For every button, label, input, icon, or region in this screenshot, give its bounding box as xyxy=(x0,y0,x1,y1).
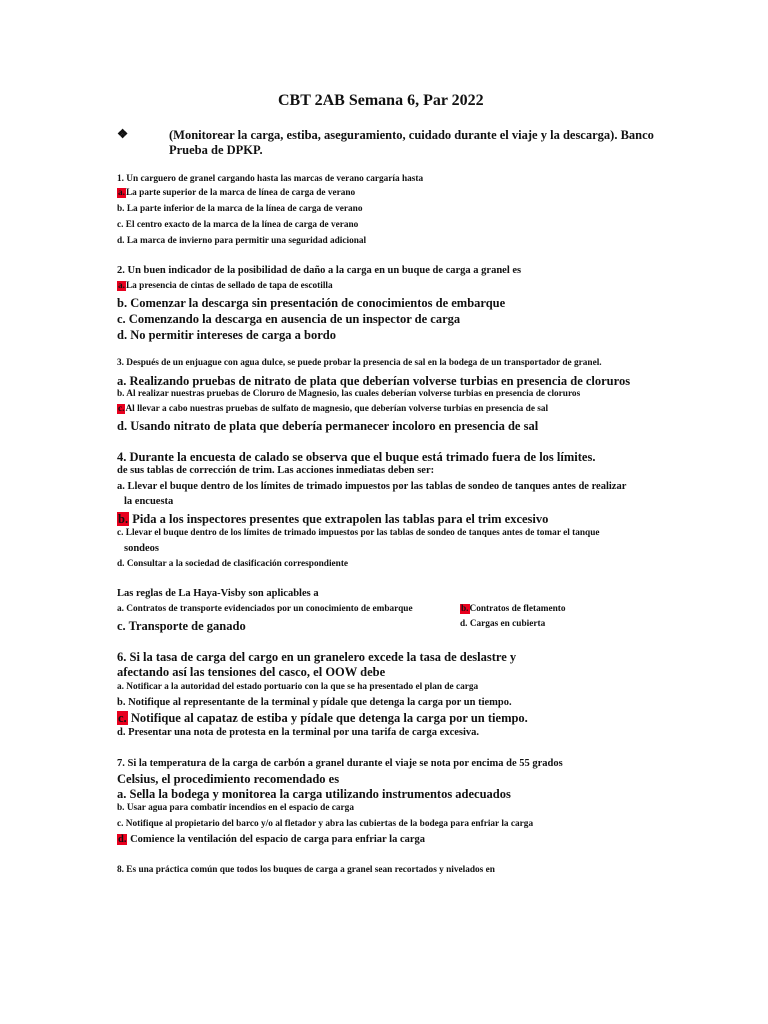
question-3-option-d: d. Usando nitrato de plata que debería permanecer incoloro en presencia de sal xyxy=(117,419,539,433)
option-text: Notifique al capataz de estiba y pídale que detenga la carga por un tiempo. xyxy=(130,711,528,725)
answer-marker: c. xyxy=(118,711,127,725)
question-5-option-c: c. Transporte de ganado xyxy=(117,619,246,633)
question-4-option-d: d. Consultar a la sociedad de clasificación correspondiente xyxy=(117,559,349,569)
question-3-option-b: b. Al realizar nuestras pruebas de Cloruro de Magnesio, las cuales deberían volverse turbias en presencia de cloruros xyxy=(117,389,581,399)
question-4-option-a-continued: la encuesta xyxy=(124,496,174,507)
question-5-option-a: a. Contratos de transporte evidenciados por un conocimiento de embarque xyxy=(117,604,413,614)
question-8-stem: 8. Es una práctica común que todos los buques de carga a granel sean recortados y nivelados en xyxy=(117,865,495,875)
question-7-option-b: b. Usar agua para combatir incendios en el espacio de carga xyxy=(117,803,354,813)
question-1-stem: 1. Un carguero de granel cargando hasta las marcas de verano cargaría hasta xyxy=(117,174,424,184)
question-7-stem-line-2: Celsius, el procedimiento recomendado es xyxy=(117,772,340,786)
question-4-option-c-continued: sondeos xyxy=(124,543,160,554)
question-2-option-b: b. Comenzar la descarga sin presentación de conocimientos de embarque xyxy=(117,296,506,310)
question-1-option-a xyxy=(117,188,355,199)
question-6-stem-line-2: afectando así las tensiones del casco, el OOW debe xyxy=(117,665,386,679)
answer-marker: b. xyxy=(461,604,469,614)
question-2-option-a xyxy=(117,281,333,292)
question-2-option-c: c. Comenzando la descarga en ausencia de un inspector de carga xyxy=(117,312,461,326)
answer-marker: b. xyxy=(118,512,129,526)
question-6-option-d: d. Presentar una nota de protesta en la terminal por una tarifa de carga excesiva. xyxy=(117,727,480,738)
question-3-option-c xyxy=(117,404,548,415)
question-6-option-c xyxy=(117,711,528,725)
question-2-option-d: d. No permitir intereses de carga a bordo xyxy=(117,328,336,342)
question-3-stem: 3. Después de un enjuague con agua dulce, se puede probar la presencia de sal en la bodega de un transportador de granel. xyxy=(117,358,602,368)
answer-marker: c. xyxy=(118,404,125,414)
question-6-option-b: b. Notifique al representante de la terminal y pídale que detenga la carga por un tiempo. xyxy=(117,697,512,708)
question-7-stem-line-1: 7. Si la temperatura de la carga de carbón a granel durante el viaje se nota por encima de 55 grados xyxy=(117,758,563,769)
answer-marker: a. xyxy=(118,281,125,291)
question-4-option-a: a. Llevar el buque dentro de los límites de trimado impuestos por las tablas de sondeo de tanques antes de realizar xyxy=(117,481,627,492)
bullet-icon: ❖ xyxy=(117,127,129,141)
option-text: Al llevar a cabo nuestras pruebas de sulfato de magnesio, que deberían volverse turbias en presencia de sal xyxy=(125,404,549,414)
intro-line-1: (Monitorear la carga, estiba, aseguramiento, cuidado durante el viaje y la descarga). Banco xyxy=(169,128,654,142)
option-text: Comience la ventilación del espacio de carga para enfriar la carga xyxy=(130,834,426,845)
question-2-stem: 2. Un buen indicador de la posibilidad de daño a la carga en un buque de carga a granel es xyxy=(117,265,522,276)
question-5-stem: Las reglas de La Haya-Visby son aplicables a xyxy=(117,588,319,599)
option-text: Pida a los inspectores presentes que extrapolen las tablas para el trim excesivo xyxy=(132,512,549,526)
question-4-stem-line-2: de sus tablas de corrección de trim. Las acciones inmediatas deben ser: xyxy=(117,465,435,476)
question-7-option-c: c. Notifique al propietario del barco y/o al fletador y abra las cubiertas de la bodega para enfriar la carga xyxy=(117,819,534,829)
question-5-option-d: d. Cargas en cubierta xyxy=(460,619,546,629)
question-7-option-d xyxy=(117,834,425,846)
question-6-option-a: a. Notificar a la autoridad del estado portuario con la que se ha presentado el plan de carga xyxy=(117,682,479,692)
page-title: CBT 2AB Semana 6, Par 2022 xyxy=(278,92,484,109)
question-1-option-c: c. El centro exacto de la marca de la línea de carga de verano xyxy=(117,220,359,230)
question-5-option-b xyxy=(460,604,566,615)
question-3-option-a: a. Realizando pruebas de nitrato de plata que deberían volverse turbias en presencia de cloruros xyxy=(117,374,631,388)
option-text: La presencia de cintas de sellado de tapa de escotilla xyxy=(125,281,333,291)
question-6-stem-line-1: 6. Si la tasa de carga del cargo en un granelero excede la tasa de deslastre y xyxy=(117,650,517,664)
answer-marker: d. xyxy=(118,834,127,845)
question-1-option-d: d. La marca de invierno para permitir una seguridad adicional xyxy=(117,236,367,246)
answer-marker: a. xyxy=(118,188,125,198)
option-text: La parte superior de la marca de línea de carga de verano xyxy=(125,188,356,198)
question-7-option-a: a. Sella la bodega y monitorea la carga utilizando instrumentos adecuados xyxy=(117,787,511,801)
intro-line-2: Prueba de DPKP. xyxy=(169,143,263,157)
question-1-option-b: b. La parte inferior de la marca de la línea de carga de verano xyxy=(117,204,363,214)
option-text: Contratos de fletamento xyxy=(469,604,566,614)
question-4-stem-line-1: 4. Durante la encuesta de calado se observa que el buque está trimado fuera de los límites. xyxy=(117,450,596,464)
question-4-option-c: c. Llevar el buque dentro de los límites de trimado impuestos por las tablas de sondeo de tanques antes de tomar el tanque xyxy=(117,528,600,538)
question-4-option-b xyxy=(117,512,548,526)
